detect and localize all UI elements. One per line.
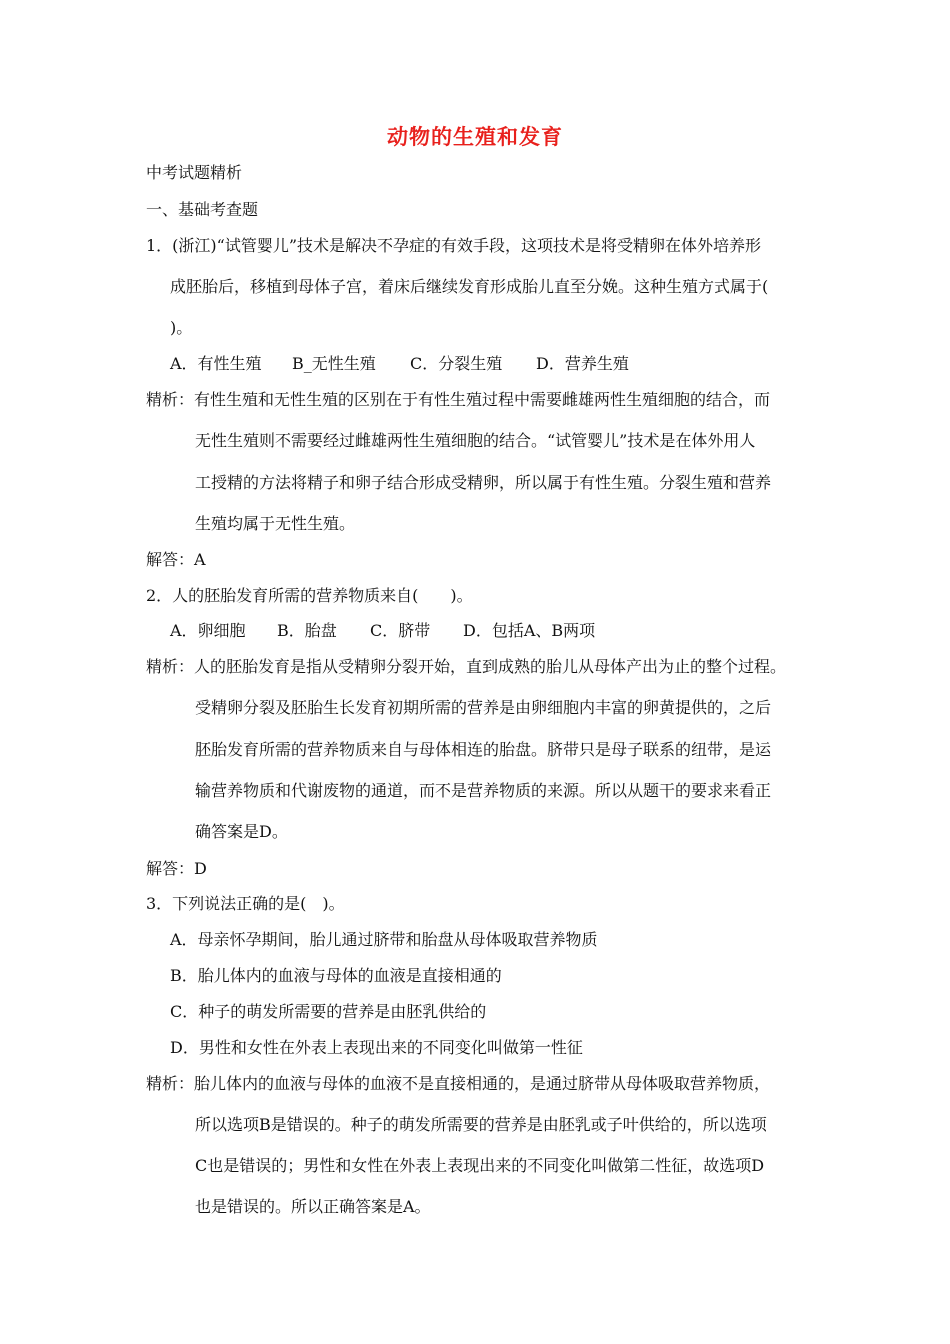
q1-option-b: B_无性生殖 xyxy=(292,354,376,373)
q3-option-c: C．种子的萌发所需要的营养是由胚乳供给的 xyxy=(170,1002,487,1021)
q3-analysis-line: 所以选项B是错误的。种子的萌发所需要的营养是由胚乳或子叶供给的，所以选项 xyxy=(195,1115,767,1134)
q2-analysis-line: 受精卵分裂及胚胎生长发育初期所需的营养是由卵细胞内丰富的卵黄提供的，之后 xyxy=(195,698,772,717)
q3-stem: 3．下列说法正确的是( )。 xyxy=(146,894,345,913)
subsection-heading: 一、基础考查题 xyxy=(146,200,259,219)
q1-stem-line: 成胚胎后，移植到母体子宫，着床后继续发育形成胎儿直至分娩。这种生殖方式属于( xyxy=(170,277,769,296)
q3-option-d: D．男性和女性在外表上表现出来的不同变化叫做第一性征 xyxy=(170,1038,583,1057)
q1-answer: 解答：A xyxy=(146,550,206,569)
q2-option-b: B．胎盘 xyxy=(277,621,337,640)
q1-analysis-line: 精析：有性生殖和无性生殖的区别在于有性生殖过程中需要雌雄两性生殖细胞的结合，而 xyxy=(146,390,771,409)
q2-analysis-line: 胚胎发育所需的营养物质来自与母体相连的胎盘。脐带只是母子联系的纽带，是运 xyxy=(195,740,772,759)
q2-answer: 解答：D xyxy=(146,859,207,878)
q1-stem-line: )。 xyxy=(170,318,193,337)
q2-option-d: D．包括A、B两项 xyxy=(463,621,596,640)
q1-analysis-line: 无性生殖则不需要经过雌雄两性生殖细胞的结合。“试管婴儿”技术是在体外用人 xyxy=(195,431,756,450)
q3-analysis-line: C也是错误的；男性和女性在外表上表现出来的不同变化叫做第二性征，故选项D xyxy=(195,1156,765,1175)
q1-analysis-line: 工授精的方法将精子和卵子结合形成受精卵，所以属于有性生殖。分裂生殖和营养 xyxy=(195,473,772,492)
q3-analysis-line: 也是错误的。所以正确答案是A。 xyxy=(195,1197,431,1216)
q2-option-c: C．脐带 xyxy=(370,621,431,640)
q1-option-a: A．有性生殖 xyxy=(170,354,262,373)
q1-analysis-line: 生殖均属于无性生殖。 xyxy=(195,514,356,533)
document-title: 动物的生殖和发育 xyxy=(387,125,563,149)
q2-stem: 2．人的胚胎发育所需的营养物质来自( )。 xyxy=(146,586,473,605)
q1-option-d: D．营养生殖 xyxy=(536,354,629,373)
q2-option-a: A．卵细胞 xyxy=(170,621,246,640)
q2-analysis-line: 确答案是D。 xyxy=(195,822,288,841)
q2-analysis-line: 输营养物质和代谢废物的通道，而不是营养物质的来源。所以从题干的要求来看正 xyxy=(195,781,772,800)
q1-stem-line: 1．(浙江)“试管婴儿”技术是解决不孕症的有效手段，这项技术是将受精卵在体外培养形 xyxy=(146,236,762,255)
q3-analysis-line: 精析：胎儿体内的血液与母体的血液不是直接相通的，是通过脐带从母体吸取营养物质， xyxy=(146,1074,771,1093)
q2-options xyxy=(170,620,595,642)
q3-option-b: B．胎儿体内的血液与母体的血液是直接相通的 xyxy=(170,966,502,985)
section-heading: 中考试题精析 xyxy=(146,163,243,182)
q2-analysis-line: 精析：人的胚胎发育是指从受精卵分裂开始，直到成熟的胎儿从母体产出为止的整个过程。 xyxy=(146,657,787,676)
q1-option-c: C．分裂生殖 xyxy=(410,354,503,373)
q1-options xyxy=(170,353,629,375)
q3-option-a: A．母亲怀孕期间，胎儿通过脐带和胎盘从母体吸取营养物质 xyxy=(170,930,598,949)
